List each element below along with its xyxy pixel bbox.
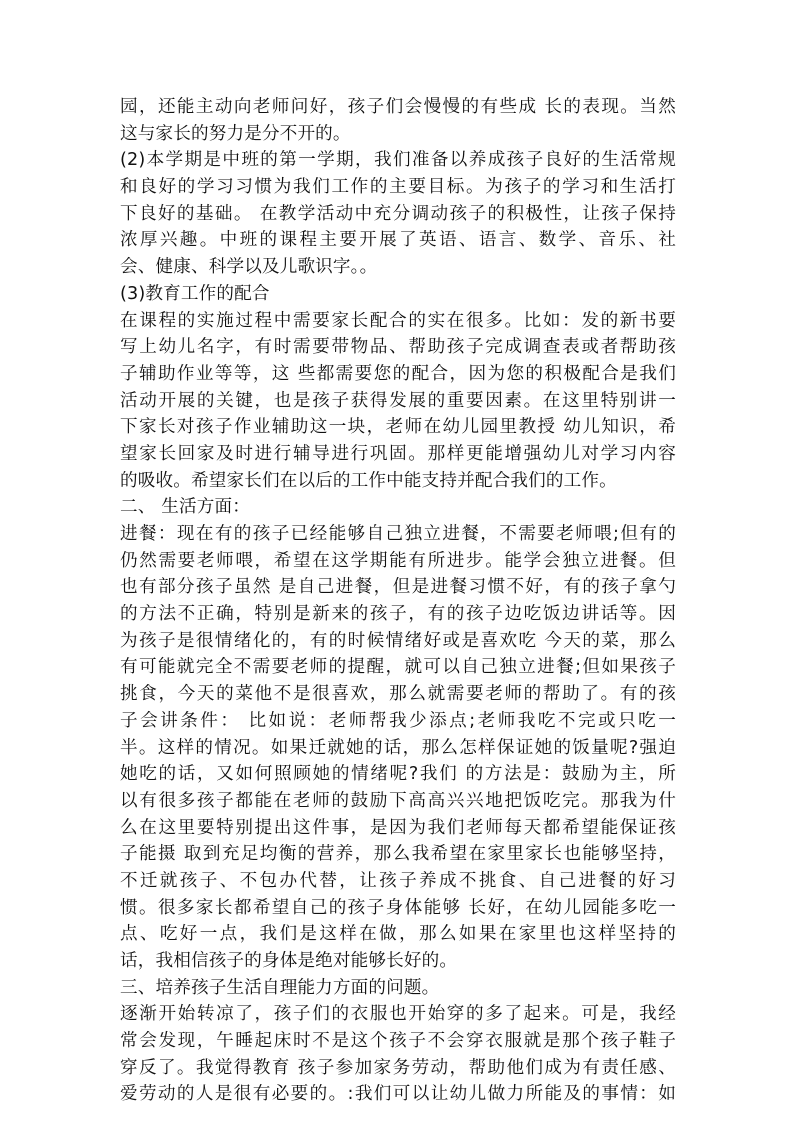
text-line: 她吃的话，又如何照顾她的情绪呢?我们 的方法是：鼓励为主，所 bbox=[120, 764, 676, 785]
text-line: 为孩子是很情绪化的，有的时候情绪好或是喜欢吃 今天的菜，那么 bbox=[120, 630, 676, 651]
document-body-text bbox=[120, 94, 676, 1108]
text-line: 也有部分孩子虽然 是自己进餐，但是进餐习惯不好，有的孩子拿勺 bbox=[120, 577, 676, 598]
text-line: 子会讲条件： 比如说：老师帮我少添点;老师我吃不完或只吃一 bbox=[120, 710, 676, 731]
text-line: 半。这样的情况。如果迁就她的话，那么怎样保证她的饭量呢?强迫 bbox=[120, 737, 676, 758]
text-line: 这与家长的努力是分不开的。 bbox=[120, 123, 351, 144]
text-line: 点、吃好一点，我们是这样在做，那么如果在家里也这样坚持的 bbox=[120, 924, 676, 945]
text-line: 二、 生活方面： bbox=[120, 497, 250, 518]
text-line: 的吸收。希望家长们在以后的工作中能支持并配合我们的工作。 bbox=[120, 470, 617, 491]
text-line: 会、健康、科学以及儿歌识字。。 bbox=[120, 257, 378, 278]
text-line: 话，我相信孩子的身体是绝对能够长好的。 bbox=[120, 951, 458, 971]
text-line: 么在这里要特别提出这件事，是因为我们老师每天都希望能保证孩 bbox=[120, 817, 676, 838]
text-line: 以有很多孩子都能在老师的鼓励下高高兴兴地把饭吃完。那我为什 bbox=[120, 790, 676, 811]
text-line: 三、培养孩子生活自理能力方面的问题。 bbox=[120, 977, 440, 998]
text-line: 子辅助作业等等，这 些都需要您的配合，因为您的积极配合是我们 bbox=[120, 363, 676, 384]
text-line: 和良好的学习习惯为我们工作的主要目标。为孩子的学习和生活打 bbox=[120, 177, 676, 198]
text-line: 惯。很多家长都希望自己的孩子身体能够 长好，在幼儿园能多吃一 bbox=[120, 897, 676, 918]
text-line: 有可能就完全不需要老师的提醒，就可以自己独立进餐;但如果孩子 bbox=[120, 657, 676, 678]
text-line: 下良好的基础。 在教学活动中充分调动孩子的积极性，让孩子保持 bbox=[120, 203, 676, 224]
text-line: 挑食，今天的菜他不是很喜欢，那么就需要老师的帮助了。有的孩 bbox=[120, 684, 676, 705]
text-line: 写上幼儿名字，有时需要带物品、帮助孩子完成调查表或者帮助孩 bbox=[120, 337, 676, 358]
text-line: (2)本学期是中班的第一学期，我们准备以养成孩子良好的生活常规 bbox=[120, 150, 676, 171]
text-line: 在课程的实施过程中需要家长配合的实在很多。比如：发的新书要 bbox=[120, 310, 676, 331]
text-line: 仍然需要老师喂，希望在这学期能有所进步。能学会独立进餐。但 bbox=[120, 550, 676, 571]
text-line: 进餐：现在有的孩子已经能够自己独立进餐，不需要老师喂;但有的 bbox=[120, 524, 676, 544]
text-line: 常会发现，午睡起床时不是这个孩子不会穿衣服就是那个孩子鞋子 bbox=[120, 1031, 676, 1052]
text-line: 爱劳动的人是很有必要的。:我们可以让幼儿做力所能及的事情：如 bbox=[120, 1084, 676, 1105]
text-line: 浓厚兴趣。中班的课程主要开展了英语、语言、数学、音乐、社 bbox=[120, 230, 676, 251]
text-line: 穿反了。我觉得教育 孩子参加家务劳动，帮助他们成为有责任感、 bbox=[120, 1057, 676, 1078]
text-line: 的方法不正确，特别是新来的孩子，有的孩子边吃饭边讲话等。因 bbox=[120, 604, 676, 625]
text-line: 不迁就孩子、不包办代替，让孩子养成不挑食、自己进餐的好习 bbox=[120, 870, 676, 891]
text-line: 园，还能主动向老师问好，孩子们会慢慢的有些成 长的表现。当然 bbox=[120, 97, 676, 117]
text-line: 子能摄 取到充足均衡的营养，那么我希望在家里家长也能够坚持， bbox=[120, 844, 676, 865]
text-line: (3)教育工作的配合 bbox=[120, 283, 270, 304]
text-line: 逐渐开始转凉了，孩子们的衣服也开始穿的多了起来。可是，我经 bbox=[120, 1004, 676, 1025]
text-line: 下家长对孩子作业辅助这一块，老师在幼儿园里教授 幼儿知识，希 bbox=[120, 417, 676, 438]
text-line: 活动开展的关键，也是孩子获得发展的重要因素。在这里特别讲一 bbox=[120, 390, 676, 411]
text-line: 望家长回家及时进行辅导进行巩固。那样更能增强幼儿对学习内容 bbox=[120, 443, 676, 464]
